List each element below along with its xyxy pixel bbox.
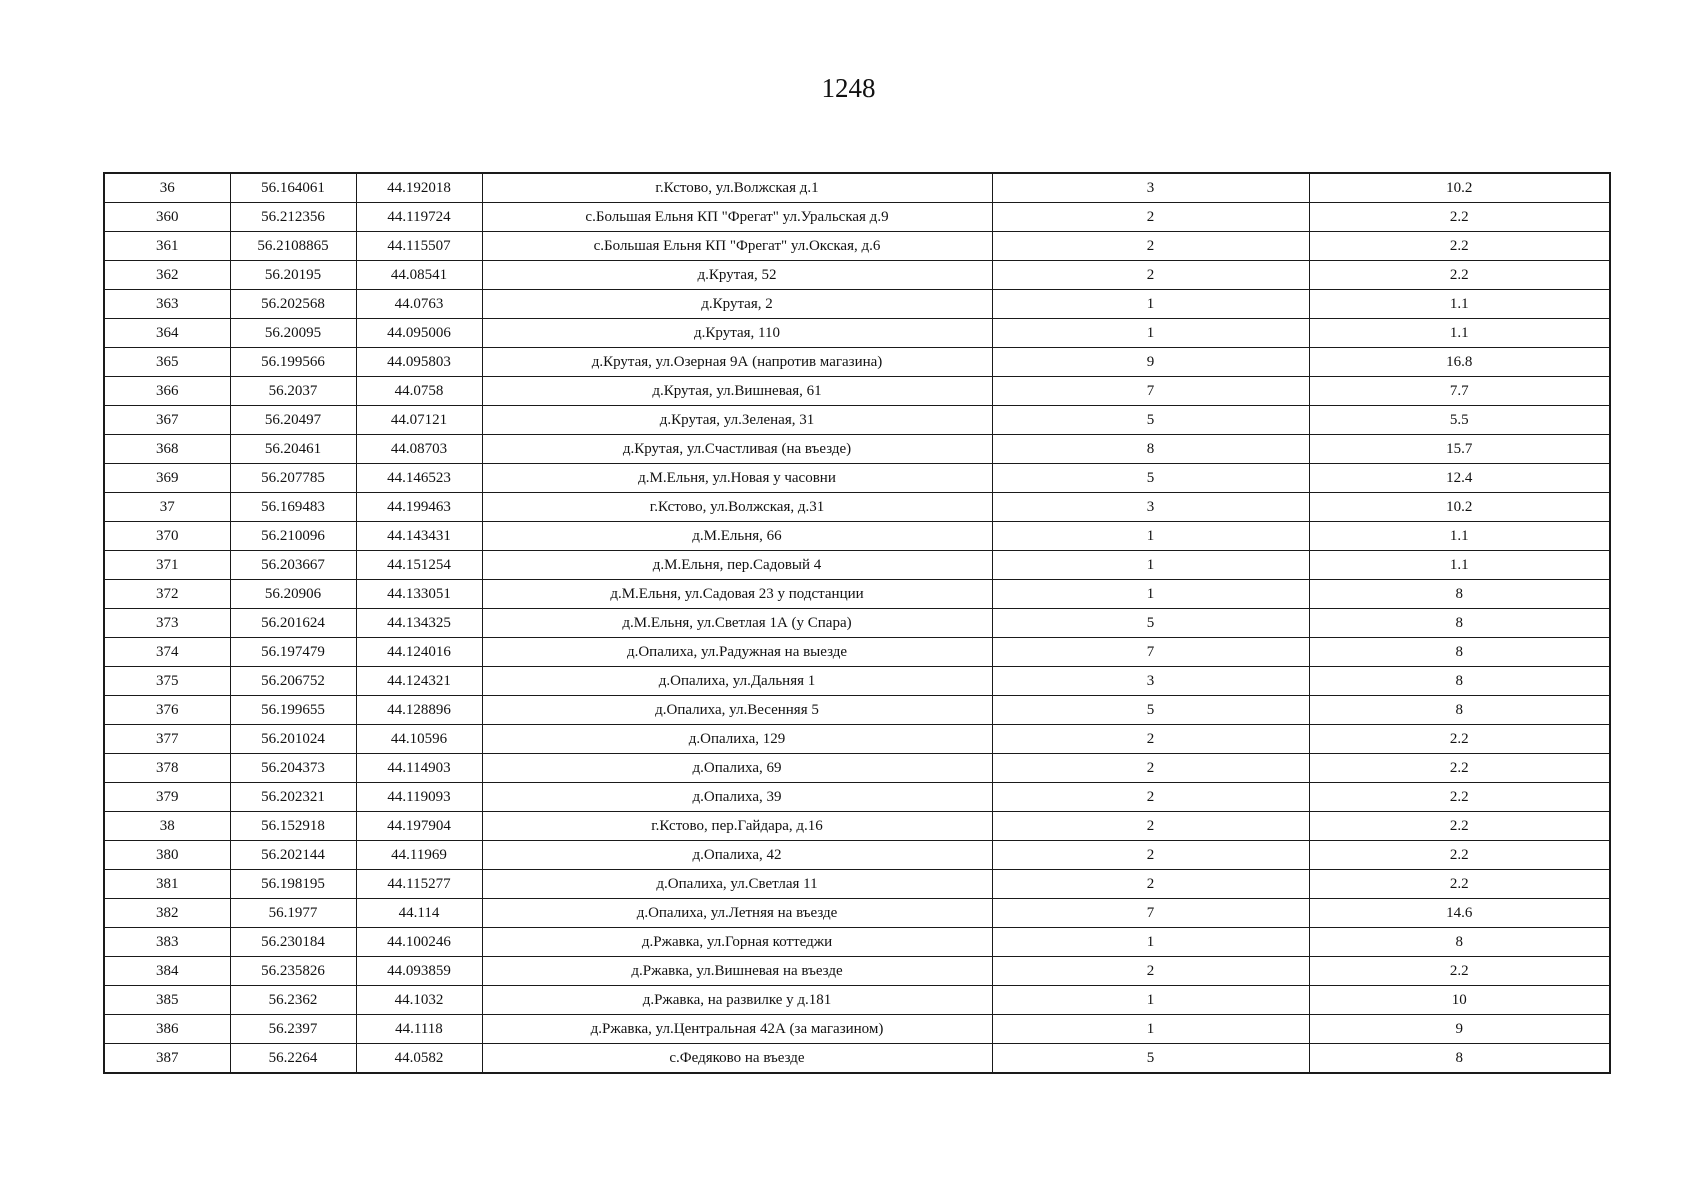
longitude-cell: 44.119093 [356, 783, 482, 812]
row-number-cell: 375 [104, 667, 230, 696]
volume-cell: 10.2 [1309, 493, 1610, 522]
longitude-cell: 44.115507 [356, 232, 482, 261]
container-count-cell: 9 [992, 348, 1309, 377]
address-cell: д.Опалиха, ул.Дальняя 1 [482, 667, 992, 696]
address-cell: д.Опалиха, ул.Радужная на выезде [482, 638, 992, 667]
row-number-cell: 387 [104, 1044, 230, 1074]
table-row [104, 696, 1610, 725]
container-count-cell: 2 [992, 870, 1309, 899]
volume-cell: 2.2 [1309, 783, 1610, 812]
latitude-cell: 56.235826 [230, 957, 356, 986]
address-cell: д.Крутая, ул.Озерная 9А (напротив магазина) [482, 348, 992, 377]
container-count-cell: 5 [992, 609, 1309, 638]
address-cell: д.Крутая, ул.Зеленая, 31 [482, 406, 992, 435]
table-row [104, 667, 1610, 696]
latitude-cell: 56.202144 [230, 841, 356, 870]
row-number-cell: 362 [104, 261, 230, 290]
volume-cell: 16.8 [1309, 348, 1610, 377]
address-cell: д.Опалиха, 69 [482, 754, 992, 783]
table-body [104, 173, 1610, 1073]
longitude-cell: 44.08541 [356, 261, 482, 290]
table-row [104, 783, 1610, 812]
table-row [104, 203, 1610, 232]
latitude-cell: 56.2108865 [230, 232, 356, 261]
longitude-cell: 44.128896 [356, 696, 482, 725]
container-count-cell: 2 [992, 203, 1309, 232]
volume-cell: 8 [1309, 1044, 1610, 1074]
container-count-cell: 1 [992, 290, 1309, 319]
row-number-cell: 383 [104, 928, 230, 957]
address-cell: д.Ржавка, ул.Центральная 42А (за магазином) [482, 1015, 992, 1044]
container-count-cell: 1 [992, 928, 1309, 957]
volume-cell: 14.6 [1309, 899, 1610, 928]
longitude-cell: 44.192018 [356, 173, 482, 203]
longitude-cell: 44.114 [356, 899, 482, 928]
container-count-cell: 2 [992, 812, 1309, 841]
longitude-cell: 44.146523 [356, 464, 482, 493]
longitude-cell: 44.095803 [356, 348, 482, 377]
container-count-cell: 2 [992, 841, 1309, 870]
volume-cell: 10 [1309, 986, 1610, 1015]
table-row [104, 551, 1610, 580]
container-count-cell: 5 [992, 1044, 1309, 1074]
container-count-cell: 3 [992, 493, 1309, 522]
table-row [104, 609, 1610, 638]
longitude-cell: 44.08703 [356, 435, 482, 464]
volume-cell: 2.2 [1309, 754, 1610, 783]
volume-cell: 15.7 [1309, 435, 1610, 464]
container-count-cell: 2 [992, 232, 1309, 261]
longitude-cell: 44.1118 [356, 1015, 482, 1044]
container-count-cell: 5 [992, 406, 1309, 435]
table-row [104, 812, 1610, 841]
latitude-cell: 56.230184 [230, 928, 356, 957]
container-count-cell: 2 [992, 754, 1309, 783]
table-row [104, 754, 1610, 783]
container-count-cell: 1 [992, 551, 1309, 580]
longitude-cell: 44.095006 [356, 319, 482, 348]
row-number-cell: 378 [104, 754, 230, 783]
latitude-cell: 56.2037 [230, 377, 356, 406]
row-number-cell: 37 [104, 493, 230, 522]
latitude-cell: 56.206752 [230, 667, 356, 696]
longitude-cell: 44.0763 [356, 290, 482, 319]
row-number-cell: 374 [104, 638, 230, 667]
latitude-cell: 56.198195 [230, 870, 356, 899]
longitude-cell: 44.124321 [356, 667, 482, 696]
container-count-cell: 1 [992, 319, 1309, 348]
longitude-cell: 44.10596 [356, 725, 482, 754]
address-cell: д.Опалиха, ул.Светлая 11 [482, 870, 992, 899]
table-row [104, 1044, 1610, 1074]
row-number-cell: 366 [104, 377, 230, 406]
longitude-cell: 44.151254 [356, 551, 482, 580]
latitude-cell: 56.204373 [230, 754, 356, 783]
row-number-cell: 371 [104, 551, 230, 580]
container-count-cell: 7 [992, 638, 1309, 667]
address-cell: д.Крутая, ул.Вишневая, 61 [482, 377, 992, 406]
volume-cell: 1.1 [1309, 290, 1610, 319]
container-sites-table [103, 172, 1611, 1074]
longitude-cell: 44.199463 [356, 493, 482, 522]
table-row [104, 232, 1610, 261]
row-number-cell: 381 [104, 870, 230, 899]
address-cell: с.Большая Ельня КП "Фрегат" ул.Окская, д.6 [482, 232, 992, 261]
longitude-cell: 44.115277 [356, 870, 482, 899]
volume-cell: 1.1 [1309, 319, 1610, 348]
container-count-cell: 2 [992, 783, 1309, 812]
latitude-cell: 56.2362 [230, 986, 356, 1015]
address-cell: г.Кстово, ул.Волжская д.1 [482, 173, 992, 203]
container-count-cell: 3 [992, 173, 1309, 203]
table-row [104, 899, 1610, 928]
row-number-cell: 386 [104, 1015, 230, 1044]
row-number-cell: 368 [104, 435, 230, 464]
table-row [104, 928, 1610, 957]
container-count-cell: 1 [992, 580, 1309, 609]
container-count-cell: 2 [992, 725, 1309, 754]
address-cell: д.М.Ельня, ул.Садовая 23 у подстанции [482, 580, 992, 609]
container-count-cell: 2 [992, 957, 1309, 986]
address-cell: д.Ржавка, ул.Горная коттеджи [482, 928, 992, 957]
latitude-cell: 56.197479 [230, 638, 356, 667]
longitude-cell: 44.1032 [356, 986, 482, 1015]
address-cell: д.Опалиха, 39 [482, 783, 992, 812]
container-count-cell: 7 [992, 899, 1309, 928]
row-number-cell: 364 [104, 319, 230, 348]
latitude-cell: 56.201624 [230, 609, 356, 638]
address-cell: д.Ржавка, ул.Вишневая на въезде [482, 957, 992, 986]
table-row [104, 464, 1610, 493]
latitude-cell: 56.1977 [230, 899, 356, 928]
container-count-cell: 7 [992, 377, 1309, 406]
address-cell: с.Большая Ельня КП "Фрегат" ул.Уральская д.9 [482, 203, 992, 232]
row-number-cell: 385 [104, 986, 230, 1015]
volume-cell: 2.2 [1309, 957, 1610, 986]
latitude-cell: 56.199566 [230, 348, 356, 377]
longitude-cell: 44.11969 [356, 841, 482, 870]
row-number-cell: 377 [104, 725, 230, 754]
row-number-cell: 367 [104, 406, 230, 435]
address-cell: д.Крутая, 52 [482, 261, 992, 290]
latitude-cell: 56.20095 [230, 319, 356, 348]
latitude-cell: 56.201024 [230, 725, 356, 754]
latitude-cell: 56.199655 [230, 696, 356, 725]
address-cell: г.Кстово, ул.Волжская, д.31 [482, 493, 992, 522]
container-count-cell: 3 [992, 667, 1309, 696]
row-number-cell: 380 [104, 841, 230, 870]
latitude-cell: 56.2397 [230, 1015, 356, 1044]
address-cell: д.Опалиха, 129 [482, 725, 992, 754]
volume-cell: 2.2 [1309, 841, 1610, 870]
volume-cell: 8 [1309, 667, 1610, 696]
address-cell: д.М.Ельня, ул.Светлая 1А (у Спара) [482, 609, 992, 638]
container-count-cell: 5 [992, 464, 1309, 493]
container-count-cell: 1 [992, 1015, 1309, 1044]
address-cell: д.М.Ельня, пер.Садовый 4 [482, 551, 992, 580]
latitude-cell: 56.202321 [230, 783, 356, 812]
table-row [104, 435, 1610, 464]
address-cell: д.Крутая, 2 [482, 290, 992, 319]
volume-cell: 2.2 [1309, 261, 1610, 290]
table-row [104, 173, 1610, 203]
volume-cell: 1.1 [1309, 522, 1610, 551]
table-row [104, 1015, 1610, 1044]
container-count-cell: 8 [992, 435, 1309, 464]
longitude-cell: 44.119724 [356, 203, 482, 232]
table-row [104, 406, 1610, 435]
address-cell: д.Ржавка, на развилке у д.181 [482, 986, 992, 1015]
table-row [104, 290, 1610, 319]
container-count-cell: 5 [992, 696, 1309, 725]
volume-cell: 12.4 [1309, 464, 1610, 493]
page-number: 1248 [821, 73, 876, 103]
table-row [104, 580, 1610, 609]
table-row [104, 522, 1610, 551]
longitude-cell: 44.133051 [356, 580, 482, 609]
row-number-cell: 382 [104, 899, 230, 928]
latitude-cell: 56.152918 [230, 812, 356, 841]
longitude-cell: 44.197904 [356, 812, 482, 841]
row-number-cell: 365 [104, 348, 230, 377]
latitude-cell: 56.207785 [230, 464, 356, 493]
container-count-cell: 2 [992, 261, 1309, 290]
address-cell: д.Опалиха, ул.Летняя на въезде [482, 899, 992, 928]
volume-cell: 8 [1309, 696, 1610, 725]
volume-cell: 2.2 [1309, 232, 1610, 261]
address-cell: д.М.Ельня, ул.Новая у часовни [482, 464, 992, 493]
volume-cell: 2.2 [1309, 203, 1610, 232]
row-number-cell: 369 [104, 464, 230, 493]
row-number-cell: 379 [104, 783, 230, 812]
table-row [104, 261, 1610, 290]
table-row [104, 638, 1610, 667]
volume-cell: 8 [1309, 609, 1610, 638]
address-cell: д.Опалиха, 42 [482, 841, 992, 870]
latitude-cell: 56.212356 [230, 203, 356, 232]
latitude-cell: 56.20497 [230, 406, 356, 435]
latitude-cell: 56.164061 [230, 173, 356, 203]
longitude-cell: 44.143431 [356, 522, 482, 551]
volume-cell: 10.2 [1309, 173, 1610, 203]
latitude-cell: 56.202568 [230, 290, 356, 319]
table-row [104, 377, 1610, 406]
row-number-cell: 370 [104, 522, 230, 551]
address-cell: с.Федяково на въезде [482, 1044, 992, 1074]
table-row [104, 841, 1610, 870]
row-number-cell: 36 [104, 173, 230, 203]
longitude-cell: 44.134325 [356, 609, 482, 638]
address-cell: д.Опалиха, ул.Весенняя 5 [482, 696, 992, 725]
row-number-cell: 376 [104, 696, 230, 725]
longitude-cell: 44.07121 [356, 406, 482, 435]
volume-cell: 2.2 [1309, 725, 1610, 754]
longitude-cell: 44.124016 [356, 638, 482, 667]
longitude-cell: 44.114903 [356, 754, 482, 783]
volume-cell: 1.1 [1309, 551, 1610, 580]
address-cell: д.Крутая, 110 [482, 319, 992, 348]
volume-cell: 8 [1309, 580, 1610, 609]
latitude-cell: 56.20195 [230, 261, 356, 290]
volume-cell: 2.2 [1309, 812, 1610, 841]
address-cell: г.Кстово, пер.Гайдара, д.16 [482, 812, 992, 841]
table-row [104, 986, 1610, 1015]
table-row [104, 493, 1610, 522]
row-number-cell: 360 [104, 203, 230, 232]
row-number-cell: 363 [104, 290, 230, 319]
row-number-cell: 372 [104, 580, 230, 609]
longitude-cell: 44.0582 [356, 1044, 482, 1074]
table-row [104, 319, 1610, 348]
latitude-cell: 56.169483 [230, 493, 356, 522]
volume-cell: 8 [1309, 638, 1610, 667]
container-count-cell: 1 [992, 522, 1309, 551]
latitude-cell: 56.20906 [230, 580, 356, 609]
table-row [104, 957, 1610, 986]
latitude-cell: 56.203667 [230, 551, 356, 580]
volume-cell: 9 [1309, 1015, 1610, 1044]
longitude-cell: 44.0758 [356, 377, 482, 406]
address-cell: д.М.Ельня, 66 [482, 522, 992, 551]
volume-cell: 8 [1309, 928, 1610, 957]
latitude-cell: 56.2264 [230, 1044, 356, 1074]
latitude-cell: 56.20461 [230, 435, 356, 464]
volume-cell: 5.5 [1309, 406, 1610, 435]
latitude-cell: 56.210096 [230, 522, 356, 551]
longitude-cell: 44.100246 [356, 928, 482, 957]
volume-cell: 7.7 [1309, 377, 1610, 406]
table-row [104, 870, 1610, 899]
row-number-cell: 384 [104, 957, 230, 986]
volume-cell: 2.2 [1309, 870, 1610, 899]
row-number-cell: 38 [104, 812, 230, 841]
table-row [104, 348, 1610, 377]
table-row [104, 725, 1610, 754]
longitude-cell: 44.093859 [356, 957, 482, 986]
row-number-cell: 373 [104, 609, 230, 638]
row-number-cell: 361 [104, 232, 230, 261]
address-cell: д.Крутая, ул.Счастливая (на въезде) [482, 435, 992, 464]
container-count-cell: 1 [992, 986, 1309, 1015]
